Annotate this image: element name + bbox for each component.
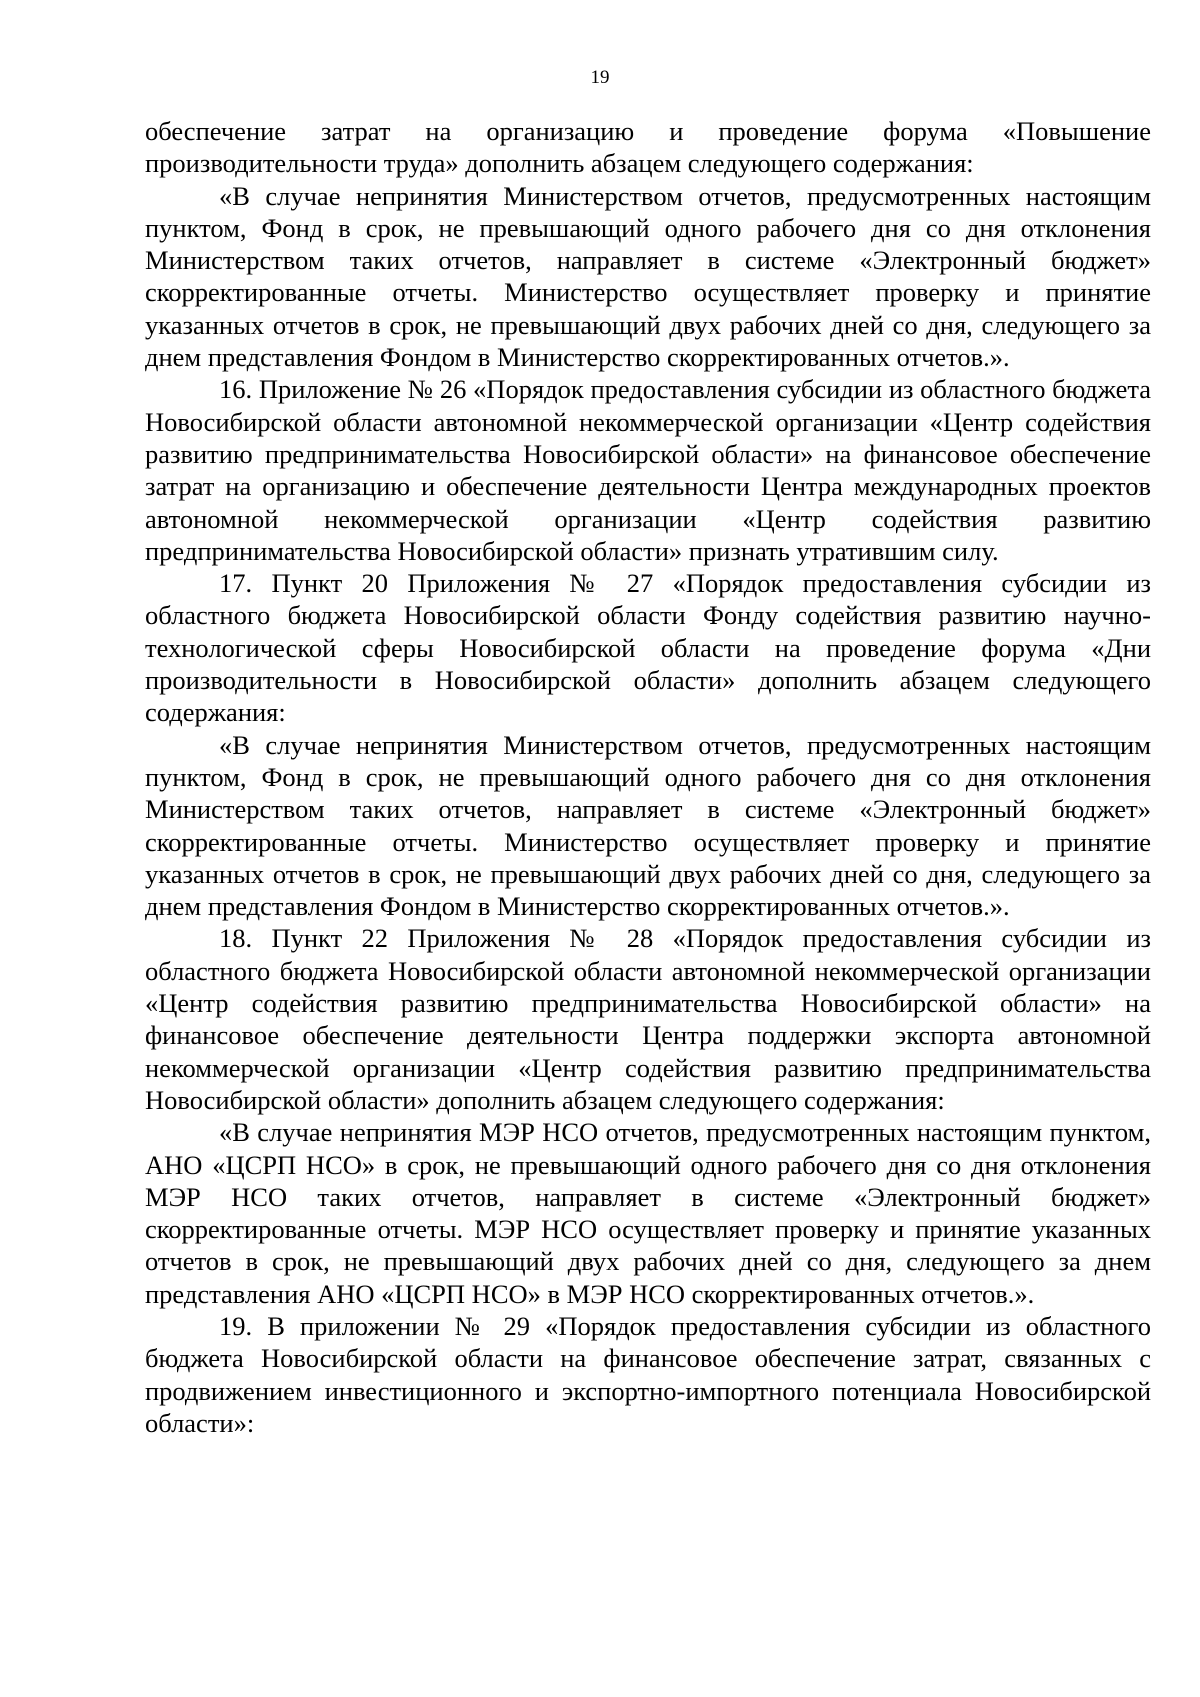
paragraph-quote-ministry-reports: «В случае непринятия Министерством отчетов, предусмотренных настоящим пунктом, Фонд в срок, не превышающий одного рабочего дня со дня отклонения Министерством таких отчетов, направляет в системе «Электронный бюджет» скорректированные отчеты. Министерство осуществляет проверку и принятие указанных отчетов в срок, не превышающий двух рабочих дней со дня, следующего за днем представления Фондом в Министерство скорректированных отчетов.». xyxy=(145,180,1151,373)
paragraph-item-16: 16. Приложение № 26 «Порядок предоставления субсидии из областного бюджета Новосибирской области автономной некоммерческой организации «Центр содействия развитию предпринимательства Новосибирской области» на финансовое обеспечение затрат на организацию и обеспечение деятельности Центра международных проектов автономной некоммерческой организации «Центр содействия развитию предпринимательства Новосибирской области» признать утратившим силу. xyxy=(145,374,1151,566)
paragraph-quote-ministry-reports-2: «В случае непринятия Министерством отчетов, предусмотренных настоящим пунктом, Фонд в срок, не превышающий одного рабочего дня со дня отклонения Министерством таких отчетов, направляет в системе «Электронный бюджет» скорректированные отчеты. Министерство осуществляет проверку и принятие указанных отчетов в срок, не превышающий двух рабочих дней со дня, следующего за днем представления Фондом в Министерство скорректированных отчетов.». xyxy=(145,729,1151,922)
paragraph-item-17: 17. Пункт 20 Приложения № 27 «Порядок предоставления субсидии из областного бюджета Новосибирской области Фонду содействия развитию научно-технологической сферы Новосибирской области на проведение форума «Дни производительности в Новосибирской области» дополнить абзацем следующего содержания: xyxy=(145,568,1151,728)
paragraph-item-18: 18. Пункт 22 Приложения № 28 «Порядок предоставления субсидии из областного бюджета Новосибирской области автономной некоммерческой организации «Центр содействия развитию предпринимательства Новосибирской области» на финансовое обеспечение деятельности Центра поддержки экспорта автономной некоммерческой организации «Центр содействия развитию предпринимательства Новосибирской области» дополнить абзацем следующего содержания: xyxy=(145,923,1151,1115)
paragraph-continuation: обеспечение затрат на организацию и проведение форума «Повышение производительности труда» дополнить абзацем следующего содержания: xyxy=(145,116,1151,179)
page-number: 19 xyxy=(590,67,610,88)
paragraph-quote-mer-nso-reports: «В случае непринятия МЭР НСО отчетов, предусмотренных настоящим пунктом, АНО «ЦСРП НСО» в срок, не превышающий одного рабочего дня со дня отклонения МЭР НСО таких отчетов, направляет в системе «Электронный бюджет» скорректированные отчеты. МЭР НСО осуществляет проверку и принятие указанных отчетов в срок, не превышающий двух рабочих дней со дня, следующего за днем представления АНО «ЦСРП НСО» в МЭР НСО скорректированных отчетов.». xyxy=(145,1117,1151,1309)
document-body xyxy=(145,115,1151,1439)
paragraph-item-19: 19. В приложении № 29 «Порядок предоставления субсидии из областного бюджета Новосибирской области на финансовое обеспечение затрат, связанных с продвижением инвестиционного и экспортно-импортного потенциала Новосибирской области»: xyxy=(145,1310,1151,1438)
